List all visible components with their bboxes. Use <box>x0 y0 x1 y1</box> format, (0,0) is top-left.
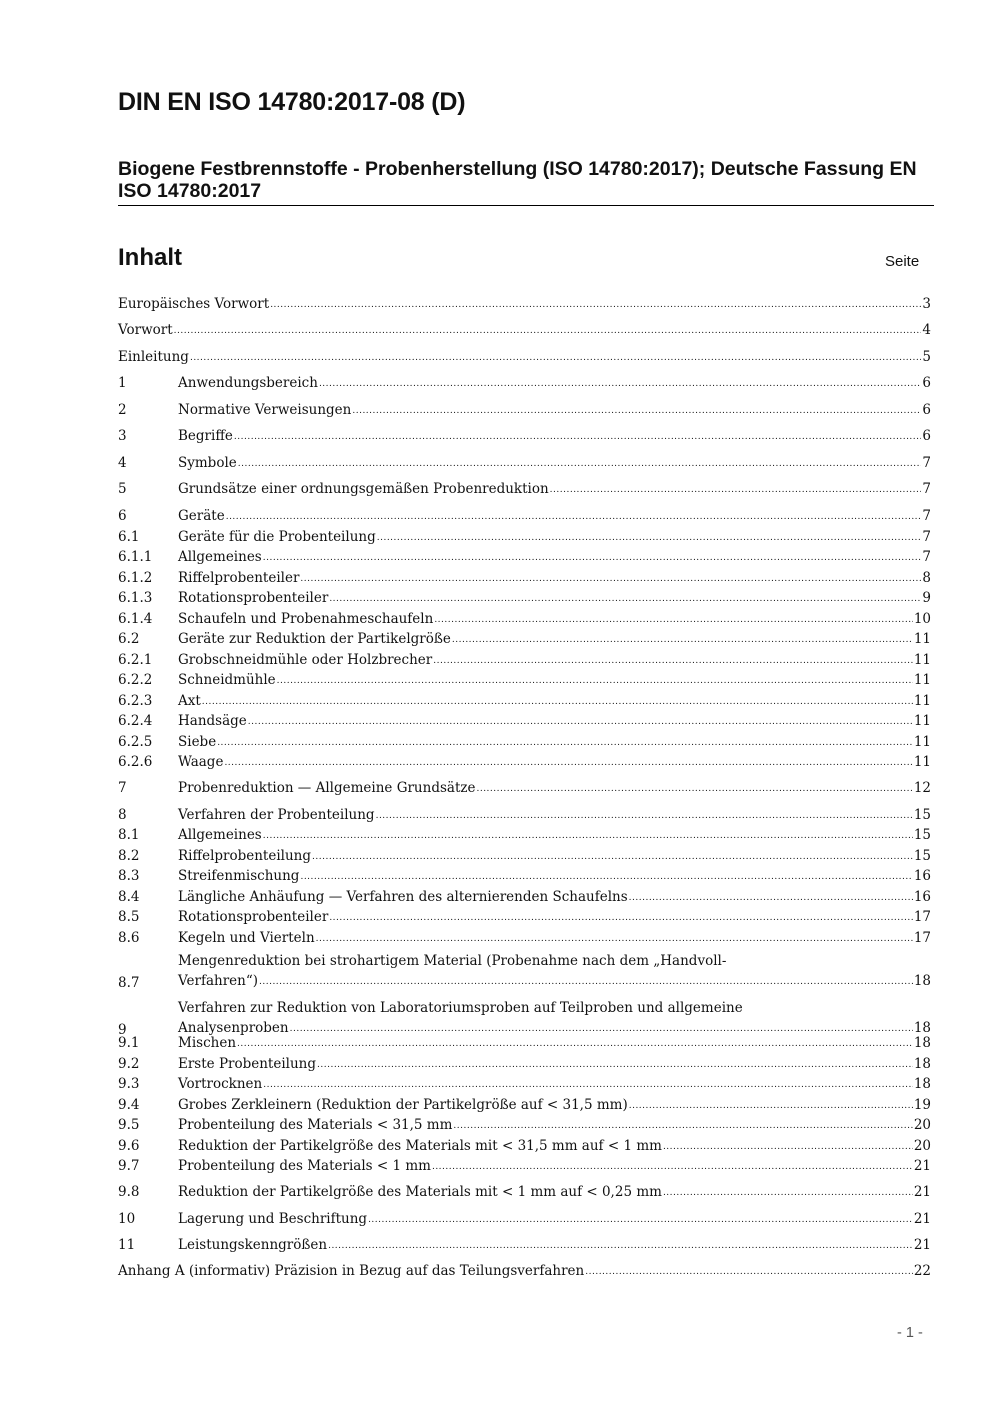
toc-entry-body <box>178 1138 931 1157</box>
dot-leader <box>202 692 913 711</box>
toc-entry-body <box>178 1237 931 1256</box>
toc-entry-number: 9.8 <box>118 1184 140 1200</box>
toc-entry-title: Axt <box>178 693 201 709</box>
toc-entry-title: Geräte für die Probenteilung <box>178 529 376 545</box>
toc-entry-body <box>178 930 931 949</box>
toc-entry[interactable] <box>118 713 931 732</box>
dot-leader <box>376 806 913 825</box>
toc-entry-page: 21 <box>913 1237 931 1253</box>
toc-entry-title: Schneidmühle <box>178 672 276 688</box>
dot-leader <box>316 929 913 948</box>
toc-entry-number: 8 <box>118 807 127 823</box>
toc-entry-page: 6 <box>922 428 931 444</box>
toc-entry-title-line: Analysenproben <box>178 1020 289 1036</box>
dot-leader <box>319 374 921 393</box>
toc-entry[interactable] <box>118 508 931 527</box>
toc-entry-number: 6.2.2 <box>118 672 153 688</box>
toc-entry-page: 12 <box>913 780 931 796</box>
toc-entry-last-line <box>178 971 931 993</box>
toc-entry[interactable] <box>118 1184 931 1203</box>
toc-entry-number: 5 <box>118 481 127 497</box>
toc-entry-title: Begriffe <box>178 428 233 444</box>
dot-leader <box>663 1183 913 1202</box>
toc-entry-number: 8.2 <box>118 848 140 864</box>
toc-entry-body <box>178 375 931 394</box>
dot-leader <box>174 321 922 340</box>
toc-entry-number: 9.7 <box>118 1158 140 1174</box>
toc-entry-body <box>178 713 931 732</box>
toc-entry-number: 6.1 <box>118 529 140 545</box>
toc-entry-title: Probenreduktion — Allgemeine Grundsätze <box>178 780 476 796</box>
toc-entry-title: Riffelprobenteiler <box>178 570 300 586</box>
toc-entry[interactable] <box>118 734 931 753</box>
toc-entry-number: 6.1.3 <box>118 590 153 606</box>
dot-leader <box>263 548 922 567</box>
dot-leader <box>226 507 922 526</box>
dot-leader <box>259 970 913 992</box>
toc-entry-title: Rotationsprobenteiler <box>178 909 329 925</box>
toc-entry-title: Riffelprobenteilung <box>178 848 312 864</box>
toc-entry-page: 16 <box>913 889 931 905</box>
toc-entry-body <box>178 1097 931 1116</box>
dot-leader <box>550 480 922 499</box>
toc-entry-page: 7 <box>922 549 931 565</box>
dot-leader <box>585 1262 913 1281</box>
toc-entry[interactable] <box>118 754 931 773</box>
toc-entry-page: 17 <box>913 909 931 925</box>
toc-entry-page: 6 <box>922 375 931 391</box>
toc-entry[interactable] <box>118 889 931 908</box>
toc-entry-body <box>178 754 931 773</box>
toc-entry-body <box>178 734 931 753</box>
toc-entry-page: 11 <box>913 672 931 688</box>
toc-entry-body <box>178 570 931 589</box>
toc-entry-number: 8.4 <box>118 889 140 905</box>
toc-entry-page: 15 <box>913 827 931 843</box>
toc-entry-page: 9 <box>922 590 931 606</box>
dot-leader <box>377 528 922 547</box>
toc-entry-number: 8.5 <box>118 909 140 925</box>
toc-entry-body <box>178 1184 931 1203</box>
toc-entry-body <box>178 508 931 527</box>
toc-entry-body <box>178 428 931 447</box>
toc-entry[interactable] <box>118 1056 931 1075</box>
toc-entry-page: 7 <box>922 529 931 545</box>
toc-entry-title: Normative Verweisungen <box>178 402 352 418</box>
toc-entry-title: Vortrocknen <box>178 1076 263 1092</box>
toc-entry[interactable] <box>118 672 931 691</box>
dot-leader <box>328 1236 913 1255</box>
toc-entry-body <box>178 827 931 846</box>
dot-leader <box>300 569 921 588</box>
toc-entry[interactable] <box>118 1263 931 1282</box>
document-subtitle: Biogene Festbrennstoffe - Probenherstellung (ISO 14780:2017); Deutsche Fassung EN ISO 14780:2017 <box>118 158 917 202</box>
toc-entry-body <box>118 296 931 315</box>
toc-entry-number: 8.1 <box>118 827 140 843</box>
toc-entry-body <box>178 1117 931 1136</box>
dot-leader <box>270 295 921 314</box>
toc-entry-number: 9.3 <box>118 1076 140 1092</box>
toc-entry-number: 4 <box>118 455 127 471</box>
toc-entry[interactable] <box>118 1035 931 1054</box>
toc-heading: Inhalt <box>118 244 182 271</box>
dot-leader <box>263 1075 913 1094</box>
toc-entry-page: 6 <box>922 402 931 418</box>
toc-entry-title: Waage <box>178 754 224 770</box>
dot-leader <box>368 1210 913 1229</box>
toc-entry-title: Lagerung und Beschriftung <box>178 1211 368 1227</box>
toc-entry-title: Verfahren der Probenteilung <box>178 807 375 823</box>
toc-entry-title: Reduktion der Partikelgröße des Materials mit < 31,5 mm auf < 1 mm <box>178 1138 662 1154</box>
toc-entry[interactable] <box>118 951 931 993</box>
dot-leader <box>217 733 913 752</box>
toc-entry-page: 8 <box>922 570 931 586</box>
toc-entry[interactable] <box>118 611 931 630</box>
toc-entry-body <box>178 631 931 650</box>
dot-leader <box>432 1157 913 1176</box>
toc-entry-number: 6.2.4 <box>118 713 153 729</box>
toc-entry-body <box>178 1076 931 1095</box>
toc-entry-page: 17 <box>913 930 931 946</box>
toc-entry-body <box>178 693 931 712</box>
toc-entry-title: Allgemeines <box>178 549 262 565</box>
toc-entry-page: 20 <box>913 1138 931 1154</box>
toc-entry-number: 2 <box>118 402 127 418</box>
toc-entry-title: Leistungskenngrößen <box>178 1237 328 1253</box>
dot-leader <box>452 630 913 649</box>
toc-entry-title-line: Verfahren“) <box>178 973 258 989</box>
toc-entry[interactable] <box>118 529 931 548</box>
toc-entry-number: 6.2 <box>118 631 140 647</box>
toc-entry[interactable] <box>118 481 931 500</box>
toc-entry-body <box>178 868 931 887</box>
toc-entry-body <box>178 848 931 867</box>
toc-entry-page: 4 <box>922 322 931 338</box>
toc-entry-title: Grobes Zerkleinern (Reduktion der Partikelgröße auf < 31,5 mm) <box>178 1097 628 1113</box>
toc-entry-page: 11 <box>913 652 931 668</box>
toc-entry-page: 11 <box>913 734 931 750</box>
toc-entry[interactable] <box>118 780 931 799</box>
toc-entry-number: 9.1 <box>118 1035 140 1051</box>
toc-entry[interactable] <box>118 455 931 474</box>
toc-entry-page: 16 <box>913 868 931 884</box>
toc-entry-number: 6 <box>118 508 127 524</box>
toc-entry[interactable] <box>118 375 931 394</box>
toc-entry-title: Mischen <box>178 1035 237 1051</box>
toc-entry-body <box>178 1211 931 1230</box>
toc-entry-number: 8.7 <box>118 975 140 991</box>
dot-leader <box>329 589 921 608</box>
dot-leader <box>352 401 921 420</box>
toc-entry[interactable] <box>118 1097 931 1116</box>
dot-leader <box>663 1137 913 1156</box>
toc-entry[interactable] <box>118 402 931 421</box>
toc-entry-page: 18 <box>913 973 931 989</box>
toc-entry-number: 8.6 <box>118 930 140 946</box>
toc-entry[interactable] <box>118 693 931 712</box>
toc-entry-body <box>178 951 931 993</box>
toc-entry-body <box>118 349 931 368</box>
toc-entry[interactable] <box>118 868 931 887</box>
toc-entry-number: 6.2.3 <box>118 693 153 709</box>
toc-entry-body <box>178 402 931 421</box>
toc-entry-title: Probenteilung des Materials < 31,5 mm <box>178 1117 453 1133</box>
toc-entry-page: 21 <box>913 1211 931 1227</box>
dot-leader <box>277 671 913 690</box>
toc-entry-number: 6.2.5 <box>118 734 153 750</box>
dot-leader <box>434 610 913 629</box>
toc-entry-page: 15 <box>913 848 931 864</box>
toc-entry-body <box>178 672 931 691</box>
dot-leader <box>317 1055 913 1074</box>
toc-entry-body <box>178 481 931 500</box>
toc-entry-title: Streifenmischung <box>178 868 300 884</box>
toc-entry-title: Handsäge <box>178 713 247 729</box>
toc-entry-number: 10 <box>118 1211 136 1227</box>
toc-entry-title: Probenteilung des Materials < 1 mm <box>178 1158 431 1174</box>
dot-leader <box>476 779 912 798</box>
page-column-label: Seite <box>885 253 920 270</box>
document-title: DIN EN ISO 14780:2017-08 (D) <box>118 88 466 116</box>
toc-entry[interactable] <box>118 1138 931 1157</box>
toc-entry[interactable] <box>118 827 931 846</box>
toc-entry[interactable] <box>118 631 931 650</box>
toc-entry-title: Geräte <box>178 508 225 524</box>
toc-entry[interactable] <box>118 590 931 609</box>
toc-entry-body <box>178 1158 931 1177</box>
dot-leader <box>453 1116 912 1135</box>
toc-entry-page: 21 <box>913 1158 931 1174</box>
toc-entry-page: 18 <box>913 1076 931 1092</box>
toc-entry-title: Europäisches Vorwort <box>118 296 270 312</box>
toc-entry-page: 11 <box>913 754 931 770</box>
toc-entry-title: Reduktion der Partikelgröße des Materials mit < 1 mm auf < 0,25 mm <box>178 1184 662 1200</box>
dot-leader <box>433 651 913 670</box>
toc-entry[interactable] <box>118 1211 931 1230</box>
toc-entry-page: 5 <box>922 349 931 365</box>
toc-entry-body <box>178 455 931 474</box>
dot-leader <box>224 753 912 772</box>
toc-entry-title: Symbole <box>178 455 237 471</box>
dot-leader <box>629 1096 913 1115</box>
toc-entry-body <box>178 652 931 671</box>
toc-entry-number: 3 <box>118 428 127 444</box>
toc-entry[interactable] <box>118 1237 931 1256</box>
toc-entry-body <box>178 780 931 799</box>
toc-entry-number: 9 <box>118 1022 127 1038</box>
toc-entry-page: 3 <box>922 296 931 312</box>
toc-entry-page: 7 <box>922 508 931 524</box>
toc-entry-title: Grundsätze einer ordnungsgemäßen Probenreduktion <box>178 481 549 497</box>
toc-entry-page: 11 <box>913 713 931 729</box>
toc-entry[interactable] <box>118 1117 931 1136</box>
toc-entry-number: 6.2.6 <box>118 754 153 770</box>
toc-entry-page: 7 <box>922 481 931 497</box>
toc-entry-body <box>118 1263 931 1282</box>
toc-entry[interactable] <box>118 652 931 671</box>
toc-entry-number: 8.3 <box>118 868 140 884</box>
toc-entry-body <box>178 1035 931 1054</box>
toc-entry-title: Erste Probenteilung <box>178 1056 317 1072</box>
dot-leader <box>329 908 913 927</box>
toc-entry[interactable] <box>118 349 931 368</box>
toc-entry[interactable] <box>118 428 931 447</box>
toc-entry[interactable] <box>118 296 931 315</box>
toc-entry-number: 9.6 <box>118 1138 140 1154</box>
dot-leader <box>237 1034 913 1053</box>
footer-page-number: - 1 - <box>897 1325 923 1341</box>
toc-entry-page: 11 <box>913 631 931 647</box>
toc-entry[interactable] <box>118 807 931 826</box>
toc-entry-body <box>178 909 931 928</box>
toc-entry-title: Vorwort <box>118 322 173 338</box>
toc-entry-number: 6.2.1 <box>118 652 153 668</box>
toc-entry-page: 18 <box>913 1035 931 1051</box>
toc-entry-page: 21 <box>913 1184 931 1200</box>
toc-entry-title: Allgemeines <box>178 827 262 843</box>
toc-entry-title: Geräte zur Reduktion der Partikelgröße <box>178 631 451 647</box>
dot-leader <box>234 427 922 446</box>
toc-entry[interactable] <box>118 1158 931 1177</box>
toc-entry-number: 6.1.1 <box>118 549 153 565</box>
toc-entry-number: 9.2 <box>118 1056 140 1072</box>
dot-leader <box>263 826 913 845</box>
toc-entry-page: 10 <box>913 611 931 627</box>
toc-entry-title: Kegeln und Vierteln <box>178 930 315 946</box>
toc-entry[interactable] <box>118 909 931 928</box>
dot-leader <box>190 348 921 367</box>
toc-entry-body <box>178 1056 931 1075</box>
dot-leader <box>238 454 922 473</box>
toc-entry-page: 15 <box>913 807 931 823</box>
toc-entry-title-line: Mengenreduktion bei strohartigem Material (Probenahme nach dem „Handvoll- <box>178 953 727 969</box>
title-divider <box>118 205 934 206</box>
toc-entry-title: Anwendungsbereich <box>178 375 318 391</box>
dot-leader <box>300 867 912 886</box>
toc-entry-body <box>178 549 931 568</box>
toc-entry-body <box>178 529 931 548</box>
toc-entry[interactable] <box>118 1076 931 1095</box>
toc-entry-body <box>178 807 931 826</box>
toc-entry[interactable] <box>118 848 931 867</box>
dot-leader <box>312 847 913 866</box>
toc-entry-body <box>118 322 931 341</box>
toc-entry-number: 6.1.2 <box>118 570 153 586</box>
toc-entry-number: 9.4 <box>118 1097 140 1113</box>
toc-entry-number: 7 <box>118 780 127 796</box>
toc-entry-title: Einleitung <box>118 349 189 365</box>
toc-entry-body <box>178 590 931 609</box>
toc-entry-number: 11 <box>118 1237 136 1253</box>
toc-entry[interactable] <box>118 322 931 341</box>
toc-entry-page: 22 <box>913 1263 931 1279</box>
toc-entry-page: 18 <box>913 1020 931 1036</box>
toc-entry-title: Schaufeln und Probenahmeschaufeln <box>178 611 434 627</box>
toc-entry-title: Siebe <box>178 734 217 750</box>
toc-entry-body <box>178 889 931 908</box>
toc-entry-title: Längliche Anhäufung — Verfahren des alternierenden Schaufelns <box>178 889 628 905</box>
toc-entry-title: Grobschneidmühle oder Holzbrecher <box>178 652 433 668</box>
toc-entry-page: 11 <box>913 693 931 709</box>
toc-entry[interactable] <box>118 570 931 589</box>
toc-entry[interactable] <box>118 930 931 949</box>
toc-entry-page: 18 <box>913 1056 931 1072</box>
dot-leader <box>629 888 913 907</box>
toc-entry-number: 6.1.4 <box>118 611 153 627</box>
toc-entry-page: 7 <box>922 455 931 471</box>
toc-entry-number: 1 <box>118 375 127 391</box>
toc-entry-page: 20 <box>913 1117 931 1133</box>
toc-entry-page: 19 <box>913 1097 931 1113</box>
toc-entry-number: 9.5 <box>118 1117 140 1133</box>
toc-entry-body <box>178 611 931 630</box>
toc-entry-title: Anhang A (informativ) Präzision in Bezug auf das Teilungsverfahren <box>118 1263 585 1279</box>
toc-entry[interactable] <box>118 549 931 568</box>
toc-entry-title-line: Verfahren zur Reduktion von Laboratoriumsproben auf Teilproben und allgemeine <box>178 1000 743 1016</box>
dot-leader <box>248 712 913 731</box>
toc-entry-title: Rotationsprobenteiler <box>178 590 329 606</box>
